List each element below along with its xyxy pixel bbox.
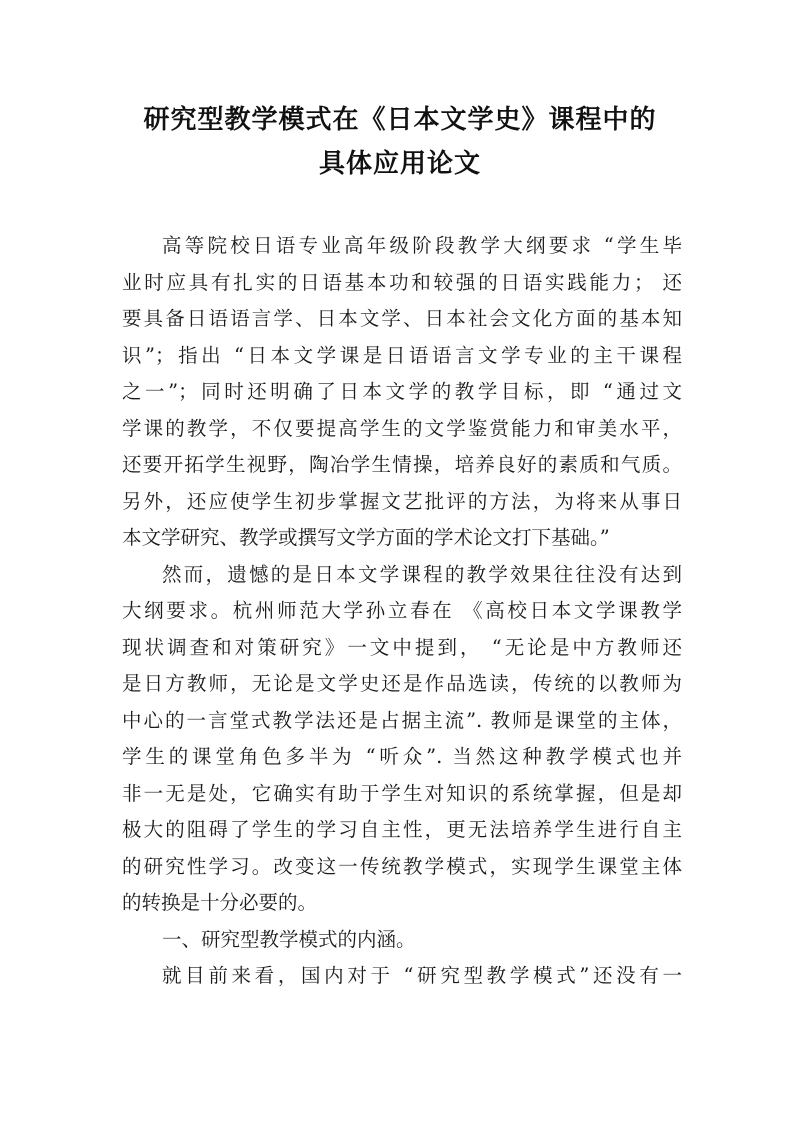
body-line-12: 现状调查和对策研究》一文中提到， “无论是中方教师还 — [122, 635, 682, 659]
body-line-16: 非一无是处，它确实有助于学生对知识的系统掌握，但是却 — [122, 781, 682, 805]
title-line-2: 具体应用论文 — [318, 149, 481, 179]
body-line-11: 大纲要求。杭州师范大学孙立春在 《高校日本文学课教学 — [122, 599, 682, 622]
body-line-9: 本文学研究、教学或撰写文学方面的学术论文打下基础。” — [122, 526, 610, 549]
body-line-7: 还要开拓学生视野，陶冶学生情操，培养良好的素质和气质。 — [122, 453, 682, 476]
body-line-6: 学课的教学，不仅要提高学生的文学鉴赏能力和审美水平， — [122, 416, 682, 440]
document-body — [122, 228, 682, 995]
body-line-10: 然而，遗憾的是日本文学课程的教学效果往往没有达到 — [162, 562, 682, 586]
body-line-4: 识”；指出 “日本文学课是日语语言文学专业的主干课程 — [122, 343, 682, 367]
body-line-3: 要具备日语语言学、日本文学、日本社会文化方面的基本知 — [122, 307, 682, 330]
body-line-5: 之一”；同时还明确了日本文学的教学目标，即 “通过文 — [122, 380, 682, 403]
body-line-2: 业时应具有扎实的日语基本功和较强的日语实践能力； 还 — [122, 270, 682, 294]
body-line-8: 另外，还应使学生初步掌握文艺批评的方法，为将来从事日 — [122, 489, 682, 513]
body-line-18: 的研究性学习。改变这一传统教学模式，实现学生课堂主体 — [122, 854, 682, 878]
body-line-13: 是日方教师，无论是文学史还是作品选读，传统的以教师为 — [122, 672, 682, 695]
body-line-17: 极大的阻碍了学生的学习自主性，更无法培养学生进行自主 — [122, 818, 682, 841]
title-line-1: 研究型教学模式在《日本文学史》课程中的 — [143, 105, 657, 135]
body-line-1: 高等院校日语专业高年级阶段教学大纲要求 “学生毕 — [162, 234, 682, 257]
body-line-15: 学生的课堂角色多半为 “听众”. 当然这种教学模式也并 — [122, 745, 682, 768]
section-heading: 一、研究型教学模式的内涵。 — [162, 927, 416, 951]
body-line-21: 就目前来看，国内对于 “研究型教学模式”还没有一 — [162, 964, 682, 987]
body-line-14: 中心的一言堂式教学法还是占据主流”. 教师是课堂的主体， — [122, 708, 682, 732]
document-title — [60, 98, 740, 186]
body-line-19: 的转换是十分必要的。 — [122, 891, 318, 914]
